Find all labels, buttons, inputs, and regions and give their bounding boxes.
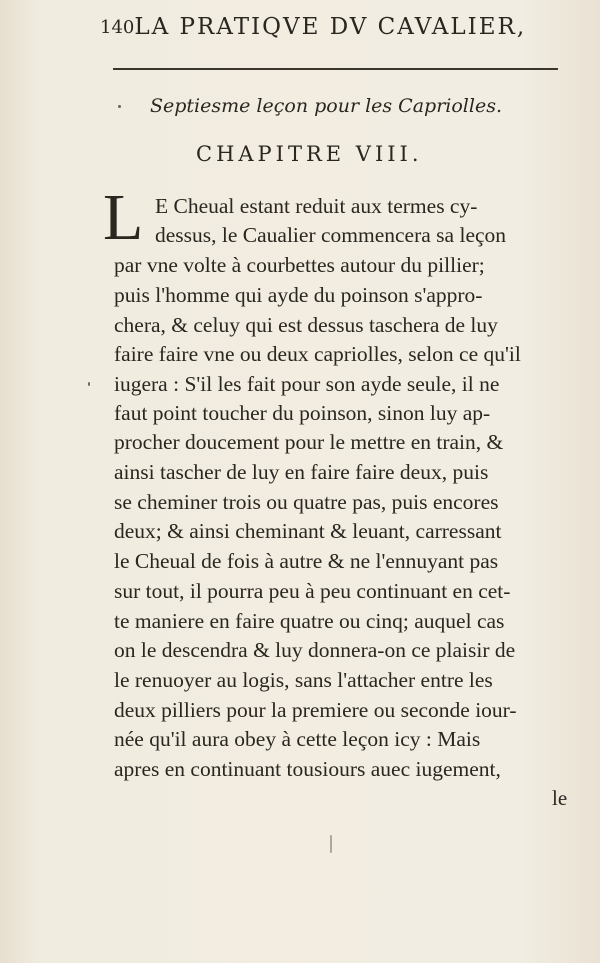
text-line: se cheminer trois ou quatre pas, puis encores bbox=[114, 490, 499, 514]
text-line: le renuoyer au logis, sans l'attacher entre les bbox=[114, 668, 493, 692]
text-line: chera, & celuy qui est dessus taschera de luy bbox=[114, 313, 498, 337]
drop-cap: L bbox=[103, 181, 144, 254]
text-line: née qu'il aura obey à cette leçon icy : Mais bbox=[114, 727, 481, 751]
text-line: E Cheual estant reduit aux termes cy- bbox=[155, 194, 478, 218]
text-line: ainsi tascher de luy en faire faire deux, puis bbox=[114, 460, 489, 484]
paper-speck bbox=[88, 382, 90, 386]
text-line: deux pilliers pour la premiere ou seconde iour- bbox=[114, 698, 517, 722]
text-line: faut point toucher du poinson, sinon luy ap- bbox=[114, 401, 491, 425]
text-line: procher doucement pour le mettre en train, & bbox=[114, 430, 504, 454]
text-line: dessus, le Caualier commencera sa leçon bbox=[155, 223, 507, 247]
text-line: faire faire vne ou deux capriolles, selon ce qu'il bbox=[114, 342, 521, 366]
text-line: on le descendra & luy donnera-on ce plaisir de bbox=[114, 638, 516, 662]
text-line: iugera : S'il les fait pour son ayde seule, il ne bbox=[114, 372, 500, 396]
running-title: LA PRATIQVE DV CAVALIER, bbox=[134, 14, 527, 40]
text-line: sur tout, il pourra peu à peu continuant en cet- bbox=[114, 579, 511, 603]
page-number: 140 bbox=[100, 17, 135, 38]
lesson-title: Septiesme leçon pour les Capriolles. bbox=[150, 95, 502, 117]
text-line: puis l'homme qui ayde du poinson s'appro- bbox=[114, 283, 483, 307]
text-line: deux; & ainsi cheminant & leuant, carressant bbox=[114, 519, 502, 543]
text-line: te maniere en faire quatre ou cinq; auquel cas bbox=[114, 609, 505, 633]
paper-speck bbox=[330, 835, 332, 853]
text-line: apres en continuant tousiours auec iugement, bbox=[114, 757, 501, 781]
catchword: le bbox=[552, 786, 568, 810]
text-line: le Cheual de fois à autre & ne l'ennuyant pas bbox=[114, 549, 499, 573]
text-line: par vne volte à courbettes autour du pillier; bbox=[114, 253, 485, 277]
paper-speck bbox=[118, 105, 121, 108]
chapter-heading: CHAPITRE VIII. bbox=[196, 142, 423, 166]
